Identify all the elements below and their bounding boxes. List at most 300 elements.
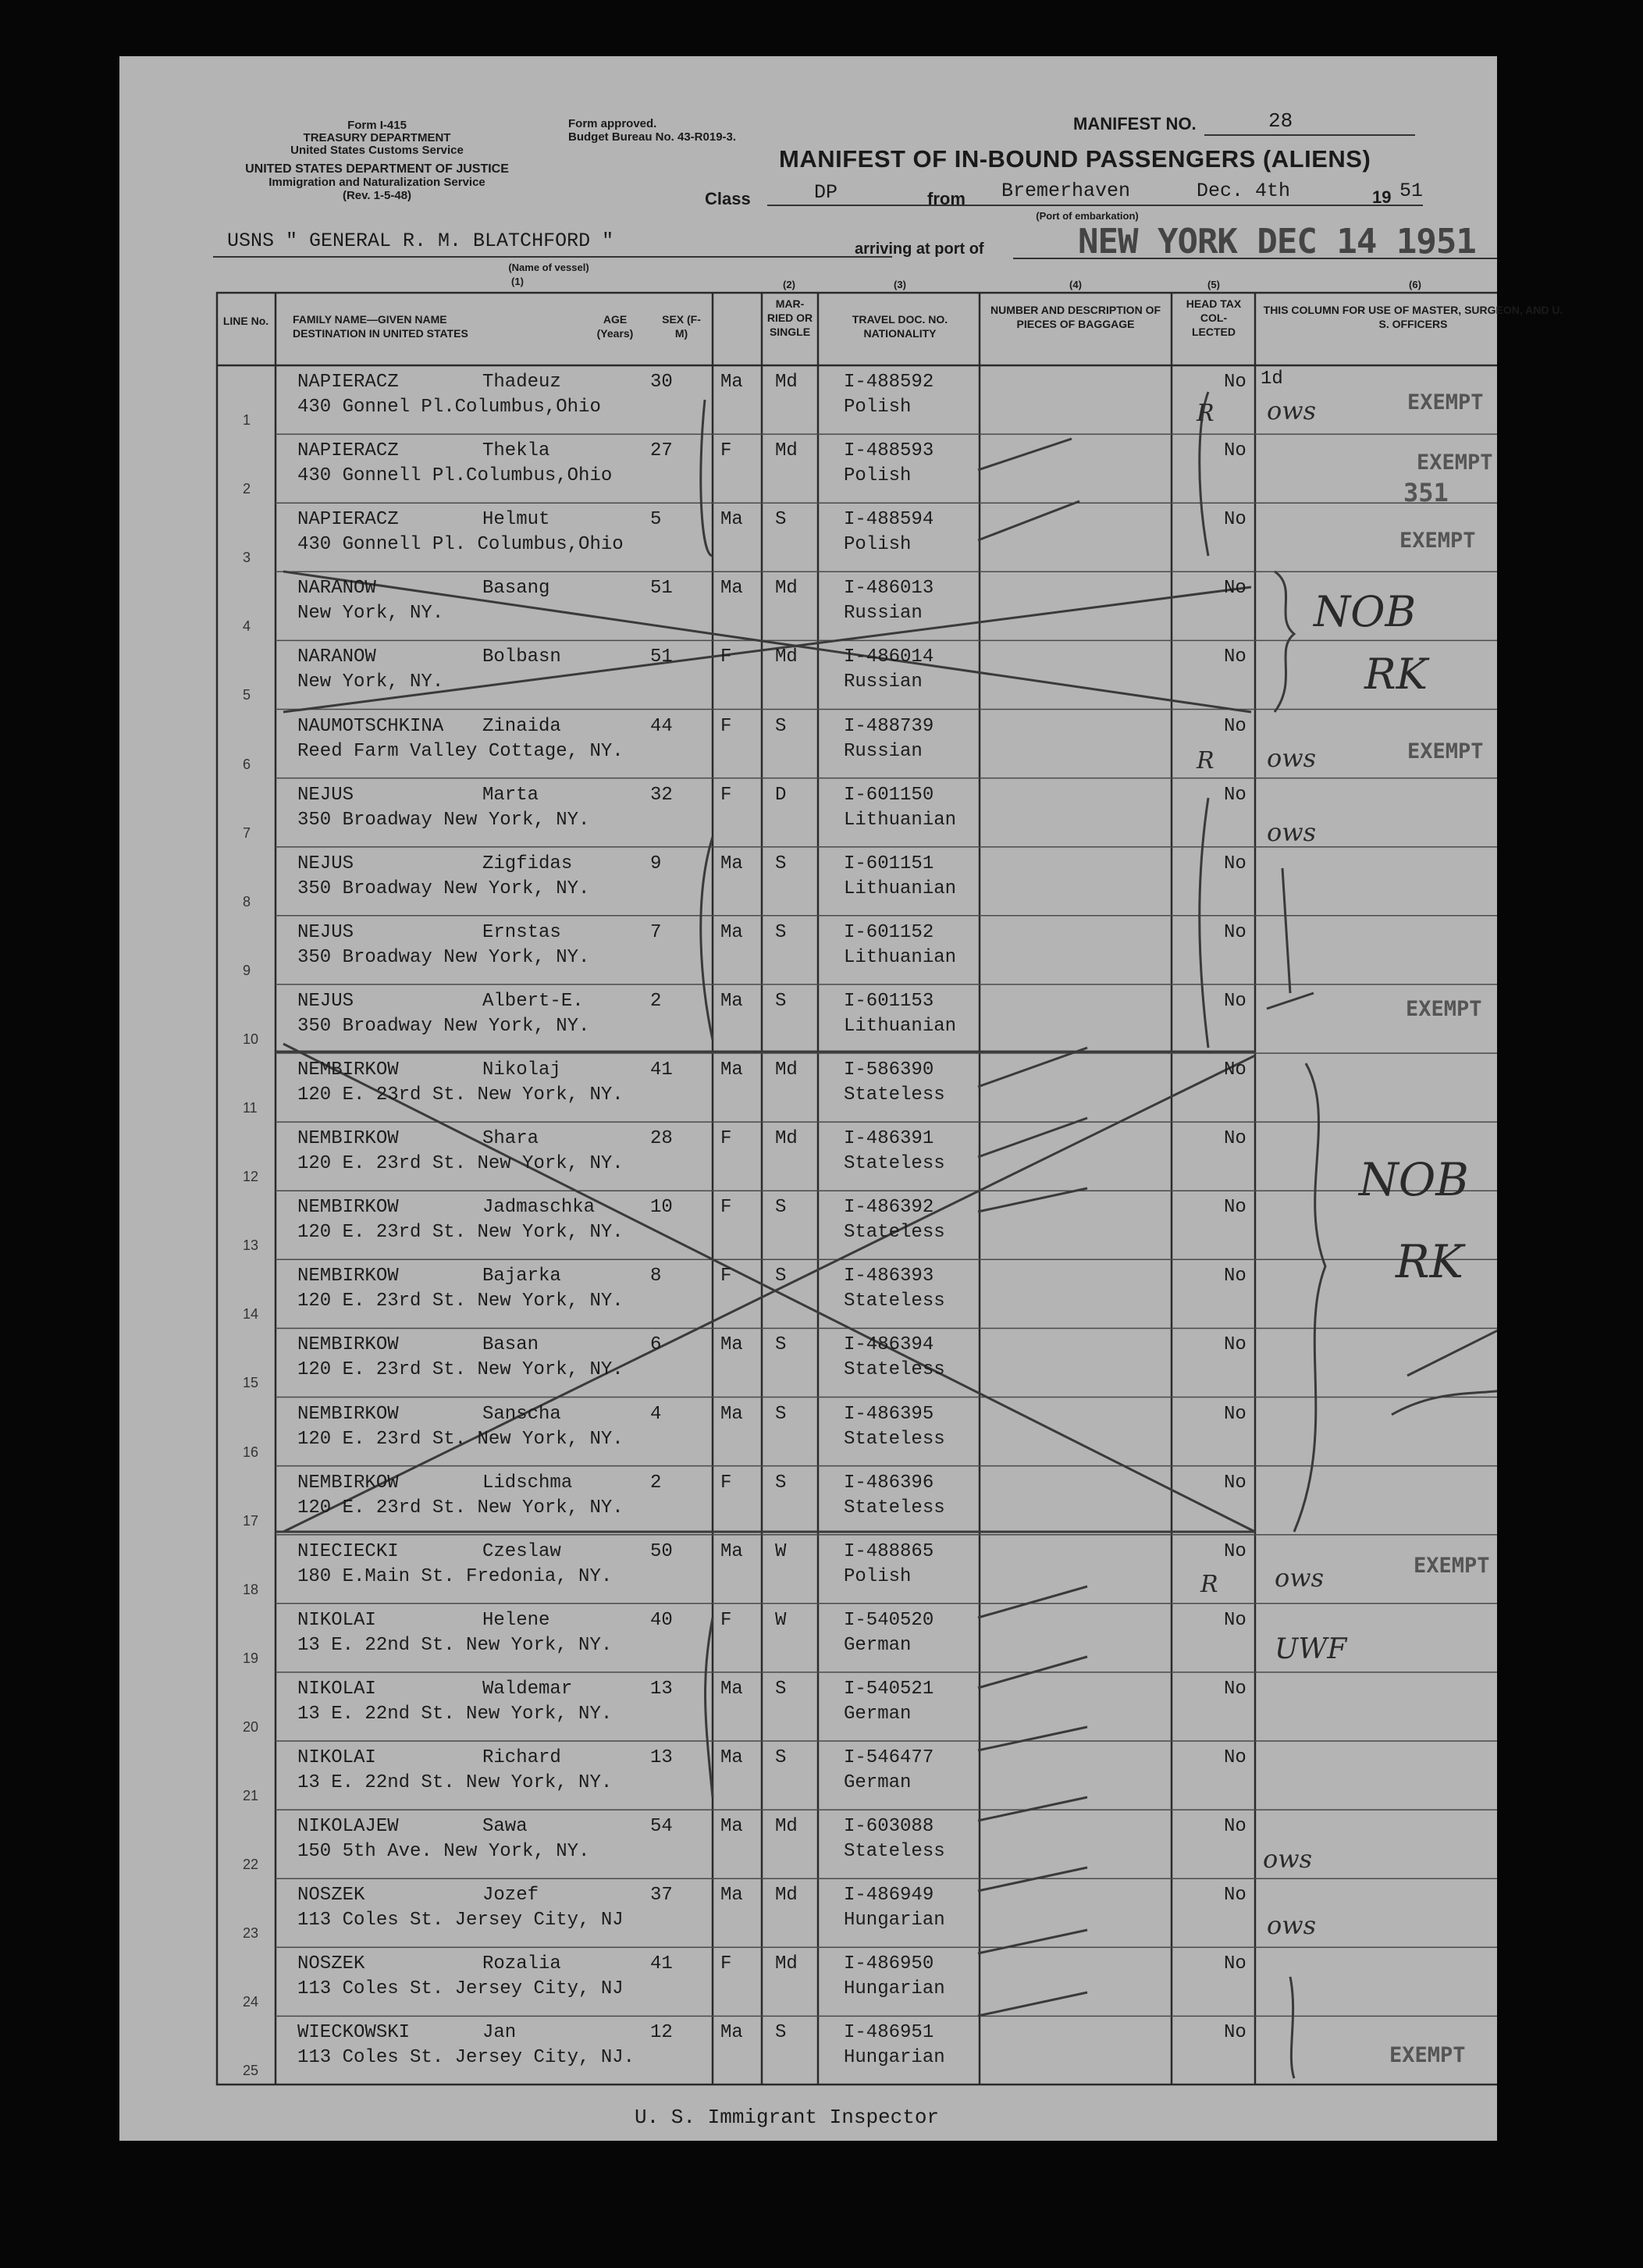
family-name: NEMBIRKOW <box>297 1403 399 1425</box>
table-row <box>119 1053 1497 1123</box>
header-sex: SEX (F-M) <box>662 313 701 340</box>
table-row <box>119 1947 1497 2017</box>
given-name: Basan <box>482 1334 539 1356</box>
destination: 350 Broadway New York, NY. <box>297 946 590 968</box>
line-number: 3 <box>243 550 251 566</box>
header-line-no: LINE No. <box>222 315 269 327</box>
form-revision: (Rev. 1-5-48) <box>342 189 412 202</box>
family-name: NEJUS <box>297 784 354 806</box>
given-name: Sanscha <box>482 1403 561 1425</box>
given-name: Rozalia <box>482 1953 561 1975</box>
age: 9 <box>650 853 662 874</box>
destination: 120 E. 23rd St. New York, NY. <box>297 1153 624 1175</box>
table-row <box>119 1741 1497 1810</box>
nationality: Hungarian <box>844 2047 945 2069</box>
head-tax: No <box>1224 1953 1246 1975</box>
head-tax: No <box>1224 1128 1246 1150</box>
stamp-351: 351 <box>1403 478 1449 507</box>
head-tax: No <box>1224 1816 1246 1838</box>
family-name: WIECKOWSKI <box>297 2022 411 2044</box>
exempt-stamp: EXEMPT <box>1407 390 1484 415</box>
exempt-stamp: EXEMPT <box>1406 997 1482 1021</box>
family-name: NIKOLAI <box>297 1678 376 1700</box>
head-tax: No <box>1224 1885 1246 1907</box>
family-name: NAPIERACZ <box>297 372 399 393</box>
head-tax: No <box>1224 990 1246 1012</box>
hand-ows: ows <box>1267 396 1317 425</box>
sex: Ma <box>720 1403 743 1425</box>
treasury-dept: TREASURY DEPARTMENT <box>303 131 451 144</box>
header-baggage: NUMBER AND DESCRIPTION OF PIECES OF BAGGAGE <box>990 304 1161 330</box>
marital-status: S <box>775 1678 787 1700</box>
destination: 430 Gonnell Pl.Columbus,Ohio <box>297 465 613 487</box>
line-number: 25 <box>243 2063 259 2079</box>
marital-status: S <box>775 990 787 1012</box>
manifest-no-label: MANIFEST NO. <box>1073 114 1197 134</box>
given-name: Bolbasn <box>482 646 561 668</box>
head-tax: No <box>1224 646 1246 668</box>
line-number: 16 <box>243 1444 259 1460</box>
nationality: Russian <box>844 671 923 693</box>
table-row <box>119 1672 1497 1742</box>
marital-status: Md <box>775 1059 798 1081</box>
given-name: Shara <box>482 1128 539 1150</box>
col-num-5: (5) <box>1207 279 1220 290</box>
age: 8 <box>650 1266 662 1287</box>
family-name: NOSZEK <box>297 1885 365 1907</box>
year-value: 51 <box>1399 180 1424 202</box>
ins-service: Immigration and Naturalization Service <box>268 176 485 189</box>
arriving-label: arriving at port of <box>855 240 984 258</box>
travel-doc-no: I-488865 <box>844 1540 934 1562</box>
given-name: Helmut <box>482 509 550 531</box>
hand-rk: RK <box>1364 650 1428 699</box>
hand-r: R <box>1200 1571 1218 1598</box>
sex: Ma <box>720 853 743 874</box>
travel-doc-no: I-540520 <box>844 1609 934 1631</box>
header-name: FAMILY NAME—GIVEN NAME DESTINATION IN UNITED STATES <box>293 313 468 340</box>
family-name: NEJUS <box>297 921 354 943</box>
family-name: NOSZEK <box>297 1953 365 1975</box>
age: 40 <box>650 1609 673 1631</box>
line-number: 10 <box>243 1031 259 1047</box>
hand-ows: ows <box>1267 817 1317 847</box>
head-tax: No <box>1224 372 1246 393</box>
marital-status: S <box>775 1747 787 1768</box>
age: 2 <box>650 1472 662 1494</box>
hand-rk: RK <box>1396 1235 1463 1288</box>
family-name: NEMBIRKOW <box>297 1266 399 1287</box>
nationality: Hungarian <box>844 1910 945 1932</box>
line-number: 7 <box>243 824 251 841</box>
travel-doc-no: I-488593 <box>844 440 934 462</box>
age: 5 <box>650 509 662 531</box>
head-tax: No <box>1224 921 1246 943</box>
table-row <box>119 1122 1497 1191</box>
marital-status: Md <box>775 1816 798 1838</box>
marital-status: Md <box>775 578 798 600</box>
line-number: 19 <box>243 1650 259 1666</box>
line-number: 4 <box>243 618 251 635</box>
sex: Ma <box>720 1678 743 1700</box>
head-tax: No <box>1224 1403 1246 1425</box>
travel-doc-no: I-486014 <box>844 646 934 668</box>
nationality: Stateless <box>844 1841 945 1863</box>
hand-ows: ows <box>1267 743 1317 773</box>
line-number: 13 <box>243 1237 259 1254</box>
marital-status: Md <box>775 1128 798 1150</box>
travel-doc-no: I-601153 <box>844 990 934 1012</box>
travel-doc-no: I-488592 <box>844 372 934 393</box>
marital-status: Md <box>775 646 798 668</box>
row1-code: 1d <box>1261 369 1283 390</box>
line-number: 5 <box>243 687 251 703</box>
line-number: 14 <box>243 1306 259 1323</box>
sex: F <box>720 715 732 737</box>
exempt-stamp: EXEMPT <box>1389 2043 1466 2067</box>
given-name: Sawa <box>482 1816 528 1838</box>
destination: 120 E. 23rd St. New York, NY. <box>297 1359 624 1381</box>
head-tax: No <box>1224 1678 1246 1700</box>
line-number: 9 <box>243 962 251 978</box>
given-name: Czeslaw <box>482 1540 561 1562</box>
age: 37 <box>650 1885 673 1907</box>
line-number: 20 <box>243 1718 259 1735</box>
destination: 350 Broadway New York, NY. <box>297 809 590 831</box>
age: 2 <box>650 990 662 1012</box>
sex: Ma <box>720 1059 743 1081</box>
family-name: NEMBIRKOW <box>297 1472 399 1494</box>
destination: 120 E. 23rd St. New York, NY. <box>297 1428 624 1450</box>
hand-ows: ows <box>1275 1563 1325 1593</box>
class-label: Class <box>705 189 751 208</box>
col-num-1: (1) <box>511 276 524 287</box>
hand-r: R <box>1197 747 1214 774</box>
nationality: Lithuanian <box>844 878 957 899</box>
head-tax: No <box>1224 1609 1246 1631</box>
age: 51 <box>650 578 673 600</box>
marital-status: S <box>775 2022 787 2044</box>
sex: F <box>720 1197 732 1219</box>
nationality: German <box>844 1703 912 1725</box>
nationality: German <box>844 1634 912 1656</box>
head-tax: No <box>1224 715 1246 737</box>
family-name: NIKOLAI <box>297 1747 376 1768</box>
family-name: NAUMOTSCHKINA <box>297 715 444 737</box>
vessel-name: USNS " GENERAL R. M. BLATCHFORD " <box>227 230 614 252</box>
given-name: Bajarka <box>482 1266 561 1287</box>
travel-doc-no: I-488594 <box>844 509 934 531</box>
family-name: NEMBIRKOW <box>297 1128 399 1150</box>
nationality: Stateless <box>844 1428 945 1450</box>
marital-status: Md <box>775 440 798 462</box>
given-name: Richard <box>482 1747 561 1768</box>
line-number: 12 <box>243 1169 259 1185</box>
family-name: NEMBIRKOW <box>297 1197 399 1219</box>
nationality: Stateless <box>844 1153 945 1175</box>
line-number: 8 <box>243 893 251 910</box>
family-name: NAPIERACZ <box>297 509 399 531</box>
destination: 120 E. 23rd St. New York, NY. <box>297 1084 624 1106</box>
marital-status: Md <box>775 372 798 393</box>
marital-status: W <box>775 1609 787 1631</box>
table-row <box>119 1191 1497 1260</box>
manifest-no-value: 28 <box>1268 109 1293 133</box>
table-row <box>119 640 1497 710</box>
table-row <box>119 916 1497 985</box>
marital-status: S <box>775 921 787 943</box>
sex: Ma <box>720 509 743 531</box>
nationality: German <box>844 1772 912 1793</box>
marital-status: Md <box>775 1953 798 1975</box>
travel-doc-no: I-486013 <box>844 578 934 600</box>
sex: Ma <box>720 372 743 393</box>
nationality: Stateless <box>844 1359 945 1381</box>
budget-bureau: Budget Bureau No. 43-R019-3. <box>568 130 737 144</box>
given-name: Zigfidas <box>482 853 573 874</box>
nationality: Stateless <box>844 1222 945 1244</box>
given-name: Jan <box>482 2022 517 2044</box>
travel-doc-no: I-546477 <box>844 1747 934 1768</box>
travel-doc-no: I-586390 <box>844 1059 934 1081</box>
head-tax: No <box>1224 1747 1246 1768</box>
hand-nob: NOB <box>1359 1153 1469 1206</box>
nationality: Stateless <box>844 1497 945 1519</box>
form-number: Form I-415 <box>347 119 407 132</box>
table-row <box>119 2016 1497 2085</box>
family-name: NARANOW <box>297 578 376 600</box>
age: 27 <box>650 440 673 462</box>
sex: Ma <box>720 1816 743 1838</box>
destination: 120 E. 23rd St. New York, NY. <box>297 1291 624 1312</box>
hand-ows: ows <box>1267 1910 1317 1940</box>
given-name: Helene <box>482 1609 550 1631</box>
given-name: Jadmaschka <box>482 1197 596 1219</box>
marital-status: S <box>775 509 787 531</box>
destination: 350 Broadway New York, NY. <box>297 878 590 899</box>
marital-status: W <box>775 1540 787 1562</box>
age: 28 <box>650 1128 673 1150</box>
marital-status: S <box>775 1266 787 1287</box>
nationality: Polish <box>844 397 912 418</box>
sex: F <box>720 1609 732 1631</box>
head-tax: No <box>1224 853 1246 874</box>
given-name: Thekla <box>482 440 550 462</box>
travel-doc-no: I-601151 <box>844 853 934 874</box>
exempt-stamp: EXEMPT <box>1407 739 1484 764</box>
given-name: Thadeuz <box>482 372 561 393</box>
family-name: NEJUS <box>297 853 354 874</box>
travel-doc-no: I-601150 <box>844 784 934 806</box>
travel-doc-no: I-601152 <box>844 921 934 943</box>
sex: Ma <box>720 1885 743 1907</box>
given-name: Ernstas <box>482 921 561 943</box>
nationality: Russian <box>844 740 923 762</box>
given-name: Waldemar <box>482 1678 573 1700</box>
destination: 113 Coles St. Jersey City, NJ <box>297 1910 624 1932</box>
line-number: 2 <box>243 481 251 497</box>
given-name: Lidschma <box>482 1472 573 1494</box>
destination: 113 Coles St. Jersey City, NJ. <box>297 2047 635 2069</box>
destination: 13 E. 22nd St. New York, NY. <box>297 1703 613 1725</box>
col-num-4: (4) <box>1069 279 1082 290</box>
nationality: Russian <box>844 603 923 625</box>
destination: 13 E. 22nd St. New York, NY. <box>297 1634 613 1656</box>
sex: Ma <box>720 1334 743 1356</box>
nationality: Polish <box>844 465 912 487</box>
line-number: 17 <box>243 1512 259 1529</box>
given-name: Marta <box>482 784 539 806</box>
destination: New York, NY. <box>297 671 444 693</box>
age: 41 <box>650 1953 673 1975</box>
sex: F <box>720 784 732 806</box>
nationality: Hungarian <box>844 1978 945 2000</box>
line-number: 23 <box>243 1925 259 1942</box>
marital-status: S <box>775 1334 787 1356</box>
head-tax: No <box>1224 1266 1246 1287</box>
destination: 113 Coles St. Jersey City, NJ <box>297 1978 624 2000</box>
travel-doc-no: I-488739 <box>844 715 934 737</box>
hand-uwf: UWF <box>1275 1633 1347 1665</box>
nationality: Lithuanian <box>844 1015 957 1037</box>
given-name: Jozef <box>482 1885 539 1907</box>
exempt-stamp: EXEMPT <box>1414 1554 1490 1578</box>
age: 6 <box>650 1334 662 1356</box>
travel-doc-no: I-486950 <box>844 1953 934 1975</box>
line-number: 18 <box>243 1581 259 1597</box>
head-tax: No <box>1224 784 1246 806</box>
family-name: NEMBIRKOW <box>297 1059 399 1081</box>
table-row <box>119 847 1497 917</box>
destination: New York, NY. <box>297 603 444 625</box>
age: 32 <box>650 784 673 806</box>
head-tax: No <box>1224 509 1246 531</box>
sex: Ma <box>720 578 743 600</box>
family-name: NEMBIRKOW <box>297 1334 399 1356</box>
marital-status: Md <box>775 1885 798 1907</box>
destination: 120 E. 23rd St. New York, NY. <box>297 1497 624 1519</box>
exempt-stamp: EXEMPT <box>1417 450 1493 475</box>
travel-doc-no: I-486393 <box>844 1266 934 1287</box>
col-num-6: (6) <box>1409 279 1421 290</box>
sex: Ma <box>720 921 743 943</box>
port-embarkation-label: (Port of embarkation) <box>1036 210 1139 222</box>
destination: 430 Gonnell Pl. Columbus,Ohio <box>297 534 624 556</box>
arrival-stamp: NEW YORK DEC 14 1951 <box>1078 222 1476 262</box>
line-number: 22 <box>243 1857 259 1873</box>
class-value: DP <box>814 181 838 204</box>
travel-doc-no: I-486949 <box>844 1885 934 1907</box>
sex: Ma <box>720 990 743 1012</box>
table-row <box>119 503 1497 572</box>
header-head-tax: HEAD TAX COL- LECTED <box>1186 297 1242 338</box>
sex: F <box>720 646 732 668</box>
table-row <box>119 1397 1497 1467</box>
marital-status: D <box>775 784 787 806</box>
travel-doc-no: I-486396 <box>844 1472 934 1494</box>
age: 12 <box>650 2022 673 2044</box>
header-officers: THIS COLUMN FOR USE OF MASTER, SURGEON, AND U. S. OFFICERS <box>1263 304 1563 330</box>
head-tax: No <box>1224 1059 1246 1081</box>
travel-doc-no: I-540521 <box>844 1678 934 1700</box>
age: 41 <box>650 1059 673 1081</box>
travel-doc-no: I-486394 <box>844 1334 934 1356</box>
head-tax: No <box>1224 440 1246 462</box>
head-tax: No <box>1224 1472 1246 1494</box>
given-name: Zinaida <box>482 715 561 737</box>
marital-status: S <box>775 1197 787 1219</box>
line-number: 15 <box>243 1375 259 1391</box>
table-row <box>119 1328 1497 1397</box>
travel-doc-no: I-486391 <box>844 1128 934 1150</box>
header-married: MAR- RIED OR SINGLE <box>766 297 813 338</box>
travel-doc-no: I-603088 <box>844 1816 934 1838</box>
from-value: Bremerhaven <box>1001 180 1131 202</box>
line-number: 11 <box>243 1100 258 1116</box>
destination: 350 Broadway New York, NY. <box>297 1015 590 1037</box>
line-number: 1 <box>243 412 251 428</box>
age: 4 <box>650 1403 662 1425</box>
given-name: Albert-E. <box>482 990 584 1012</box>
vessel-label: (Name of vessel) <box>508 262 589 273</box>
inspector-label: U. S. Immigrant Inspector <box>635 2106 940 2129</box>
col-num-2: (2) <box>783 279 795 290</box>
travel-doc-no: I-486392 <box>844 1197 934 1219</box>
sex: Ma <box>720 1747 743 1768</box>
table-row <box>119 434 1497 504</box>
destination: 120 E. 23rd St. New York, NY. <box>297 1222 624 1244</box>
line-number: 6 <box>243 756 251 772</box>
year-prefix: 19 <box>1372 187 1392 207</box>
from-label: from <box>927 189 966 208</box>
age: 7 <box>650 921 662 943</box>
nationality: Polish <box>844 534 912 556</box>
head-tax: No <box>1224 578 1246 600</box>
sex: F <box>720 1266 732 1287</box>
age: 10 <box>650 1197 673 1219</box>
line-number: 21 <box>243 1788 259 1803</box>
sex: F <box>720 1472 732 1494</box>
age: 51 <box>650 646 673 668</box>
age: 30 <box>650 372 673 393</box>
nationality: Lithuanian <box>844 809 957 831</box>
sex: F <box>720 440 732 462</box>
hand-nob: NOB <box>1314 587 1417 636</box>
header-travel-doc: TRAVEL DOC. NO. NATIONALITY <box>852 313 948 340</box>
col-num-3: (3) <box>894 279 906 290</box>
destination: 13 E. 22nd St. New York, NY. <box>297 1772 613 1793</box>
family-name: NAPIERACZ <box>297 440 399 462</box>
header-age: AGE (Years) <box>596 313 634 340</box>
family-name: NIKOLAJEW <box>297 1816 399 1838</box>
destination: Reed Farm Valley Cottage, NY. <box>297 740 624 762</box>
nationality: Lithuanian <box>844 946 957 968</box>
marital-status: S <box>775 1472 787 1494</box>
travel-doc-no: I-486951 <box>844 2022 934 2044</box>
head-tax: No <box>1224 2022 1246 2044</box>
marital-status: S <box>775 1403 787 1425</box>
head-tax: No <box>1224 1197 1246 1219</box>
given-name: Nikolaj <box>482 1059 561 1081</box>
line-number: 24 <box>243 1994 259 2010</box>
family-name: NARANOW <box>297 646 376 668</box>
form-approved: Form approved. <box>568 117 657 130</box>
destination: 430 Gonnel Pl.Columbus,Ohio <box>297 397 601 418</box>
table-row <box>119 984 1497 1054</box>
head-tax: No <box>1224 1540 1246 1562</box>
marital-status: S <box>775 715 787 737</box>
hand-r: R <box>1197 400 1214 427</box>
